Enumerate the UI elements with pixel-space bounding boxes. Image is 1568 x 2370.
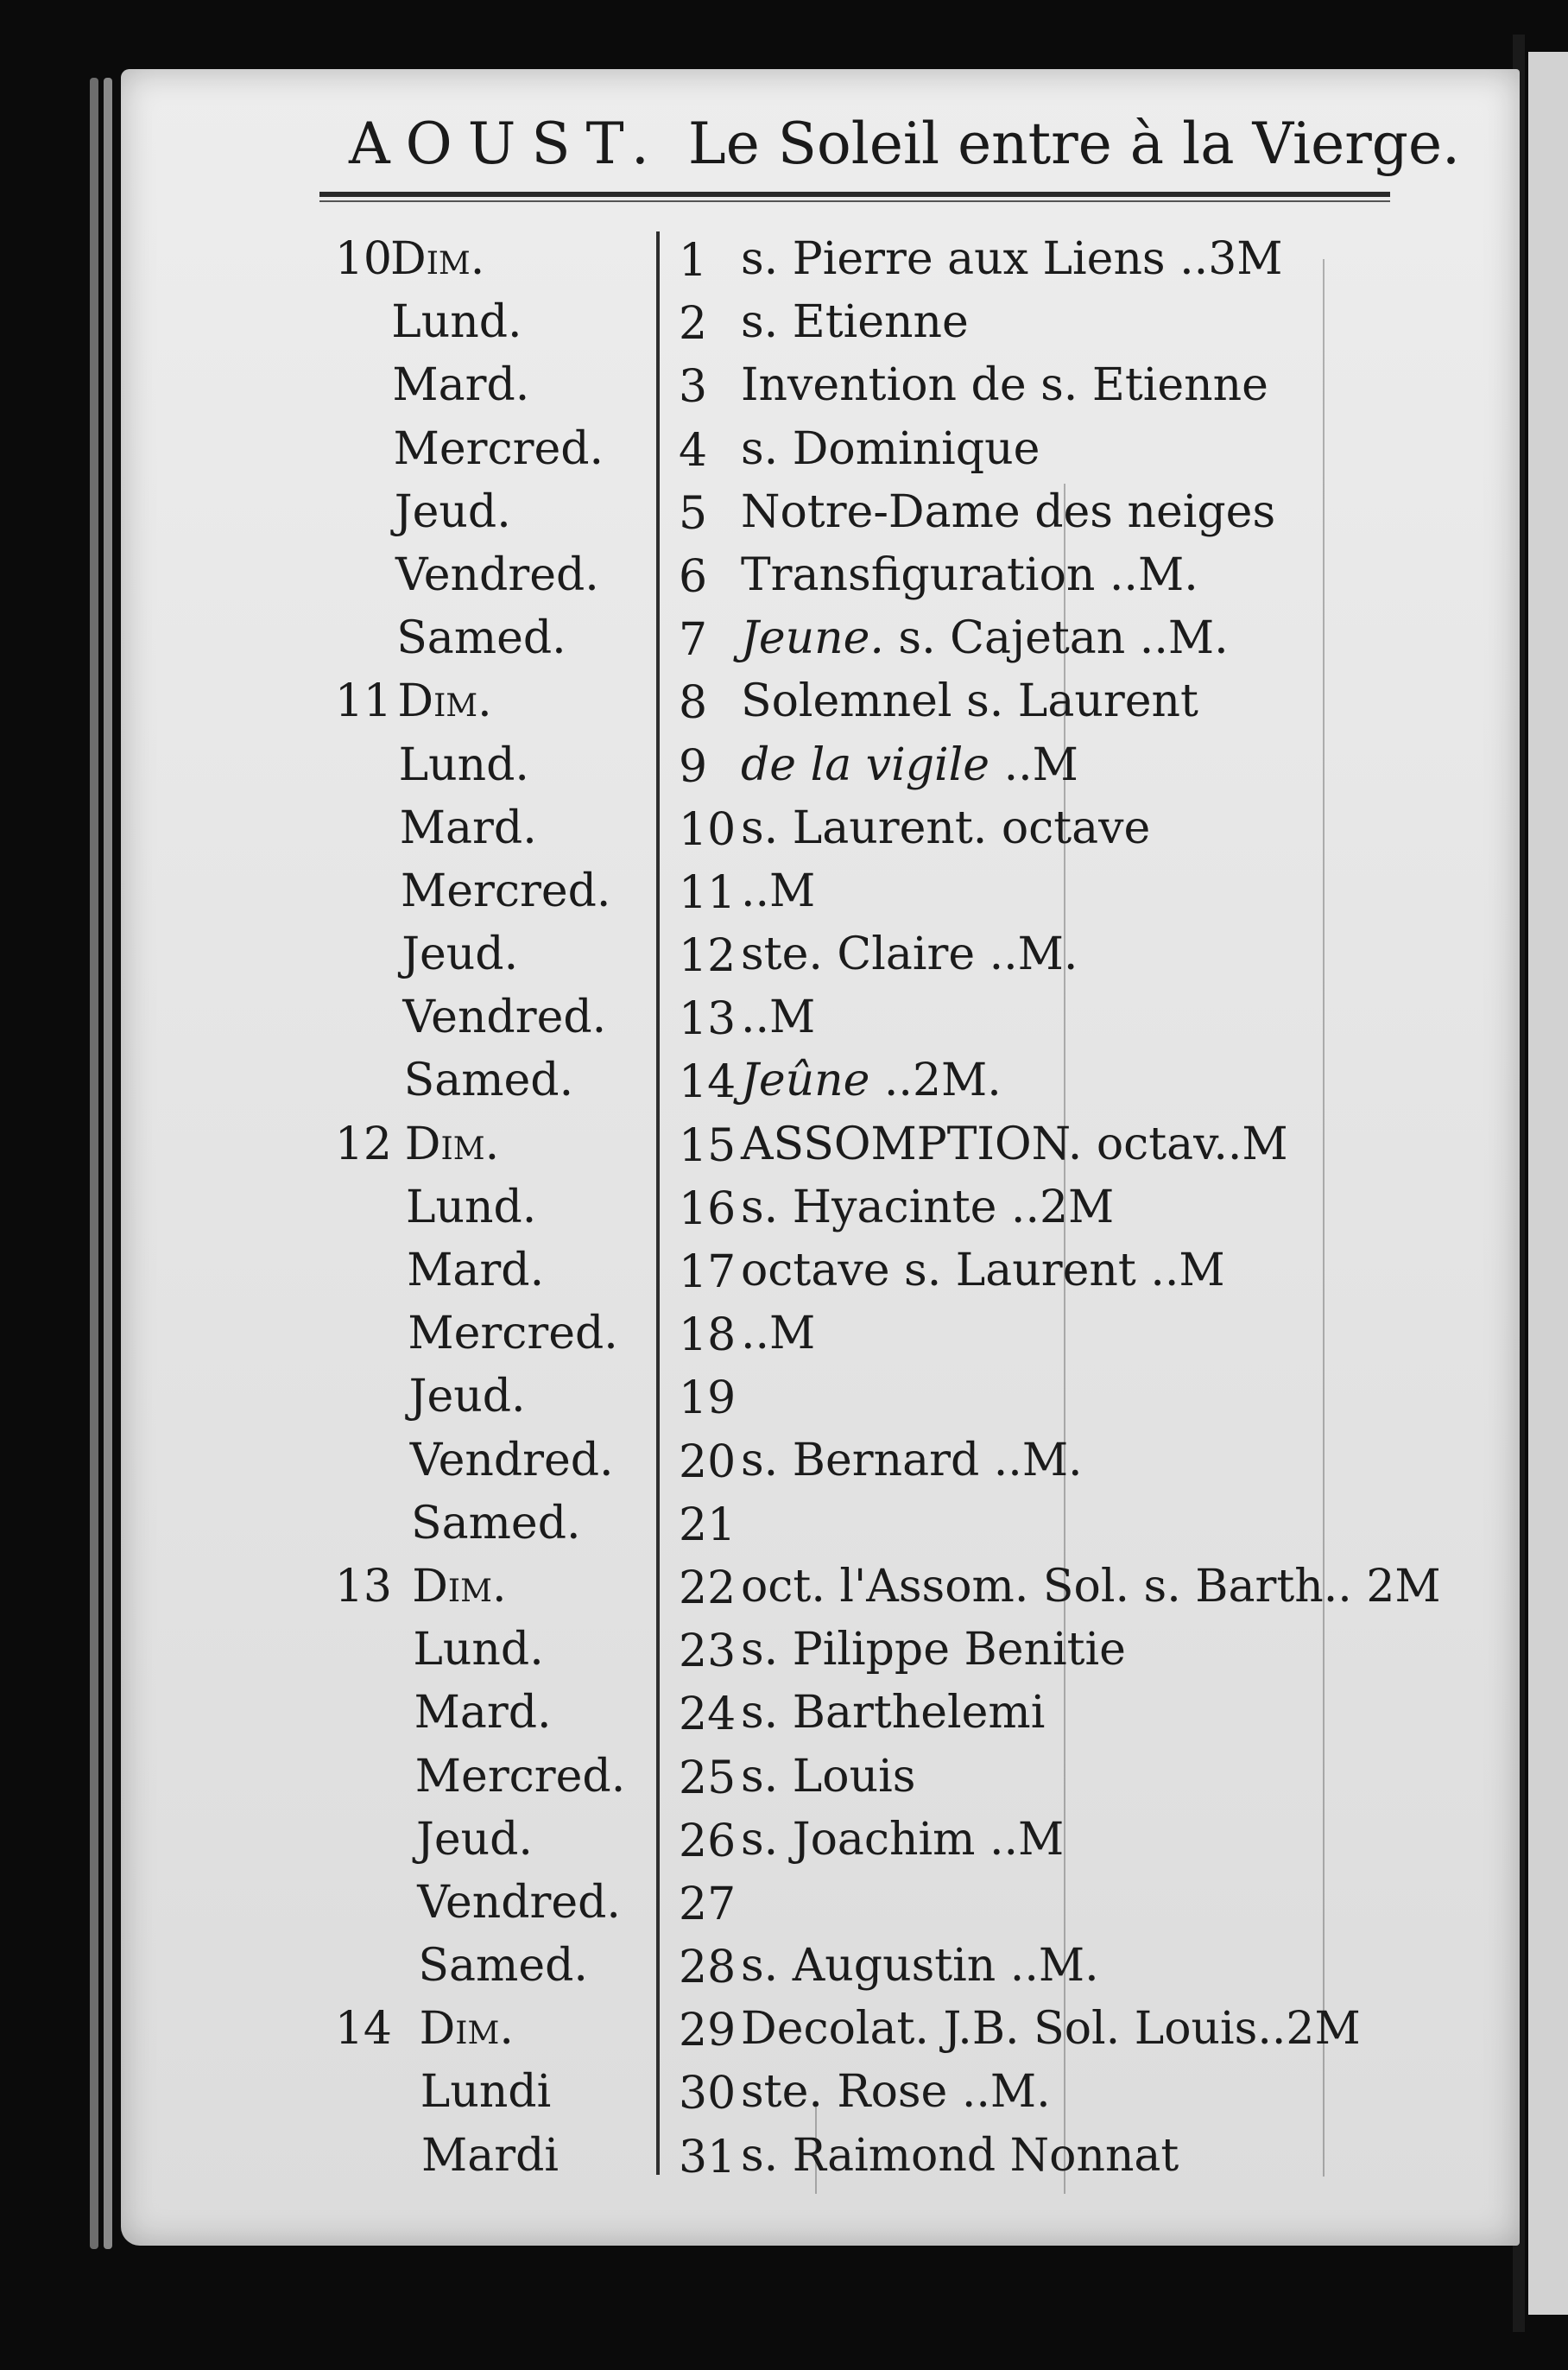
date-number: 1 (679, 235, 708, 287)
weekday-label: Mardi (421, 2129, 560, 2182)
feast-entry (741, 296, 969, 348)
feast-entry-text: s. Hyacinte ..2M (741, 1181, 1115, 1233)
calendar-row (0, 1176, 1568, 1239)
date-number: 31 (679, 2131, 737, 2183)
feast-entry (741, 1561, 1441, 1613)
weekday-label: Mercred. (408, 1308, 618, 1360)
feast-entry-text: s. Etienne (741, 296, 969, 349)
date-number: 18 (679, 1309, 737, 1362)
date-number: 17 (679, 1246, 737, 1298)
feast-entry-text: s. Pilippe Benitie (741, 1624, 1126, 1676)
calendar-row (0, 418, 1568, 481)
week-number: 13 (334, 1560, 392, 1613)
calendar-row (0, 1998, 1568, 2061)
date-number: 21 (679, 1499, 737, 1551)
feast-entry-text: s. Augustin ..M. (741, 1940, 1099, 1993)
week-number: 11 (334, 675, 392, 728)
weekday-label: Dim. (412, 1560, 507, 1613)
feast-entry (741, 1118, 1288, 1170)
feast-entry-text: Transfiguration ..M. (741, 548, 1198, 601)
calendar-row (0, 670, 1568, 733)
weekday-label: Lund. (391, 296, 522, 349)
calendar-row (0, 2061, 1568, 2124)
weekday-label: Mard. (414, 1687, 552, 1739)
page-header (349, 111, 1460, 177)
calendar-row (0, 2125, 1568, 2188)
calendar-row (0, 1492, 1568, 1556)
feast-entry-text: s. Laurent. octave (741, 802, 1151, 854)
calendar-row (0, 797, 1568, 860)
feast-entry-text: Decolat. J.B. Sol. Louis..2M (741, 2003, 1361, 2056)
weekday-label: Lund. (406, 1181, 537, 1233)
date-number: 23 (679, 1625, 737, 1678)
weekday-label: Jeud. (394, 485, 511, 538)
feast-entry (741, 865, 815, 917)
week-number: 10 (334, 233, 392, 285)
weekday-label: Dim. (404, 1118, 500, 1170)
feast-entry (741, 1245, 1225, 1296)
feast-entry-text: Invention de s. Etienne (741, 359, 1268, 412)
feast-entry-text: s. Pierre aux Liens ..3M (741, 233, 1283, 285)
date-number: 29 (679, 2005, 737, 2057)
feast-entry-text: ..M (989, 738, 1078, 791)
month-title: AOUST. (349, 111, 665, 177)
date-number: 25 (679, 1752, 737, 1804)
date-number: 20 (679, 1435, 737, 1488)
weekday-label: Vendred. (417, 1876, 621, 1929)
weekday-label: Dim. (397, 675, 492, 728)
date-number: 9 (679, 740, 708, 793)
feast-entry (741, 1940, 1099, 1992)
weekday-label: Dim. (390, 233, 485, 285)
calendar-row (0, 1556, 1568, 1619)
weekday-label: Jeud. (401, 928, 519, 981)
feast-entry (741, 1182, 1114, 1233)
feast-entry (741, 1814, 1064, 1866)
feast-entry (741, 802, 1150, 854)
weekday-label: Vendred. (402, 992, 607, 1044)
feast-entry (741, 233, 1283, 285)
feast-entry (741, 1687, 1045, 1739)
date-number: 27 (679, 1878, 737, 1930)
calendar-row (0, 607, 1568, 670)
feast-entry (741, 1308, 815, 1359)
feast-entry-text: s. Bernard ..M. (741, 1434, 1083, 1486)
date-number: 24 (679, 1689, 737, 1741)
feast-entry (741, 486, 1275, 538)
weekday-label: Vendred. (395, 548, 599, 601)
feast-entry (741, 928, 1078, 980)
calendar-row (0, 1429, 1568, 1492)
weekday-label: Samed. (411, 1497, 581, 1549)
date-number: 16 (679, 1182, 737, 1235)
weekday-label: Vendred. (409, 1434, 614, 1486)
date-number: 10 (679, 803, 737, 856)
date-number: 14 (679, 1056, 737, 1109)
weekday-label: Samed. (403, 1055, 574, 1107)
date-number: 5 (679, 487, 708, 540)
feast-entry (741, 2066, 1051, 2118)
weekday-label: Mercred. (414, 1750, 626, 1803)
header-rule-thin (319, 200, 1390, 202)
header-rule (319, 192, 1390, 197)
weekday-label: Lund. (413, 1624, 544, 1676)
weekday-label: Mercred. (393, 422, 604, 475)
weekday-label: Samed. (418, 1940, 588, 1993)
calendar-row (0, 1935, 1568, 1998)
date-number: 13 (679, 993, 737, 1046)
weekday-label: Mard. (407, 1245, 545, 1296)
calendar-row (0, 544, 1568, 607)
calendar-row (0, 734, 1568, 797)
weekday-label: Samed. (396, 612, 566, 665)
calendar-rows (0, 228, 1568, 2188)
date-number: 4 (679, 424, 708, 477)
weekday-label: Lund. (398, 738, 529, 791)
feast-entry-text: ..M (741, 1308, 816, 1360)
feast-entry-text: ste. Rose ..M. (741, 2066, 1051, 2119)
feast-entry-text: oct. l'Assom. Sol. s. Barth.. 2M (741, 1560, 1441, 1613)
date-number: 11 (679, 866, 737, 919)
calendar-row (0, 1872, 1568, 1935)
feast-entry (741, 675, 1198, 727)
date-number: 3 (679, 361, 708, 414)
feast-entry-text: octave s. Laurent ..M (741, 1245, 1225, 1296)
calendar-row (0, 481, 1568, 544)
calendar-row (0, 291, 1568, 354)
calendar-row (0, 1682, 1568, 1745)
calendar-row (0, 1746, 1568, 1809)
feast-entry (741, 612, 1229, 664)
date-number: 30 (679, 2068, 737, 2120)
date-number: 6 (679, 550, 708, 603)
feast-entry-text: s. Raimond Nonnat (741, 2129, 1179, 2182)
feast-entry-italic: Jeune. (741, 612, 884, 665)
feast-entry-text: ASSOMPTION. octav..M (741, 1118, 1288, 1170)
date-number: 7 (679, 614, 708, 667)
feast-entry-text: ste. Claire ..M. (741, 928, 1078, 981)
weekday-label: Mard. (392, 359, 530, 412)
date-number: 26 (679, 1815, 737, 1867)
date-number: 28 (679, 1942, 737, 1994)
calendar-row (0, 986, 1568, 1049)
calendar-row (0, 228, 1568, 291)
weekday-label: Jeud. (416, 1813, 533, 1866)
calendar-row (0, 923, 1568, 986)
weekday-label: Jeud. (408, 1371, 526, 1423)
feast-entry-italic: de la vigile (741, 738, 990, 791)
calendar-row (0, 860, 1568, 923)
calendar-row (0, 1809, 1568, 1872)
week-number: 12 (334, 1118, 392, 1170)
feast-entry (741, 1751, 915, 1803)
feast-entry (741, 739, 1078, 791)
weekday-label: Mard. (399, 802, 537, 854)
week-number: 14 (334, 2003, 392, 2056)
calendar-row (0, 354, 1568, 417)
weekday-label: Mercred. (401, 865, 611, 917)
feast-entry-text: Solemnel s. Laurent (741, 675, 1198, 728)
date-number: 2 (679, 298, 708, 351)
feast-entry (741, 1435, 1083, 1486)
feast-entry (741, 359, 1268, 411)
weekday-label: Dim. (419, 2003, 514, 2056)
feast-entry-text: ..M (741, 992, 816, 1044)
feast-entry-text: Notre-Dame des neiges (741, 485, 1276, 538)
calendar-row (0, 1619, 1568, 1682)
header-subtitle: Le Soleil entre à la Vierge. (687, 111, 1461, 177)
feast-entry-text: ..M (741, 865, 816, 917)
calendar-row (0, 1302, 1568, 1366)
date-number: 8 (679, 677, 708, 730)
date-number: 12 (679, 930, 737, 983)
feast-entry-italic: Jeûne (741, 1055, 870, 1107)
feast-entry (741, 1624, 1126, 1676)
feast-entry (741, 2003, 1361, 2055)
calendar-row (0, 1366, 1568, 1429)
feast-entry-text: s. Dominique (741, 422, 1040, 475)
feast-entry (741, 549, 1198, 601)
feast-entry (741, 992, 815, 1043)
feast-entry-text: s. Barthelemi (741, 1687, 1046, 1739)
calendar-row (0, 1239, 1568, 1302)
weekday-label: Lundi (420, 2066, 552, 2119)
date-number: 15 (679, 1119, 737, 1172)
date-number: 19 (679, 1372, 737, 1425)
date-number: 22 (679, 1562, 737, 1614)
feast-entry (741, 2130, 1179, 2182)
calendar-row (0, 1049, 1568, 1112)
feast-entry (741, 1055, 1002, 1106)
feast-entry (741, 423, 1040, 475)
calendar-row (0, 1113, 1568, 1176)
feast-entry-text: s. Cajetan ..M. (883, 612, 1229, 665)
feast-entry-text: s. Joachim ..M (741, 1813, 1065, 1866)
feast-entry-text: ..2M. (869, 1055, 1002, 1107)
feast-entry-text: s. Louis (741, 1750, 916, 1803)
